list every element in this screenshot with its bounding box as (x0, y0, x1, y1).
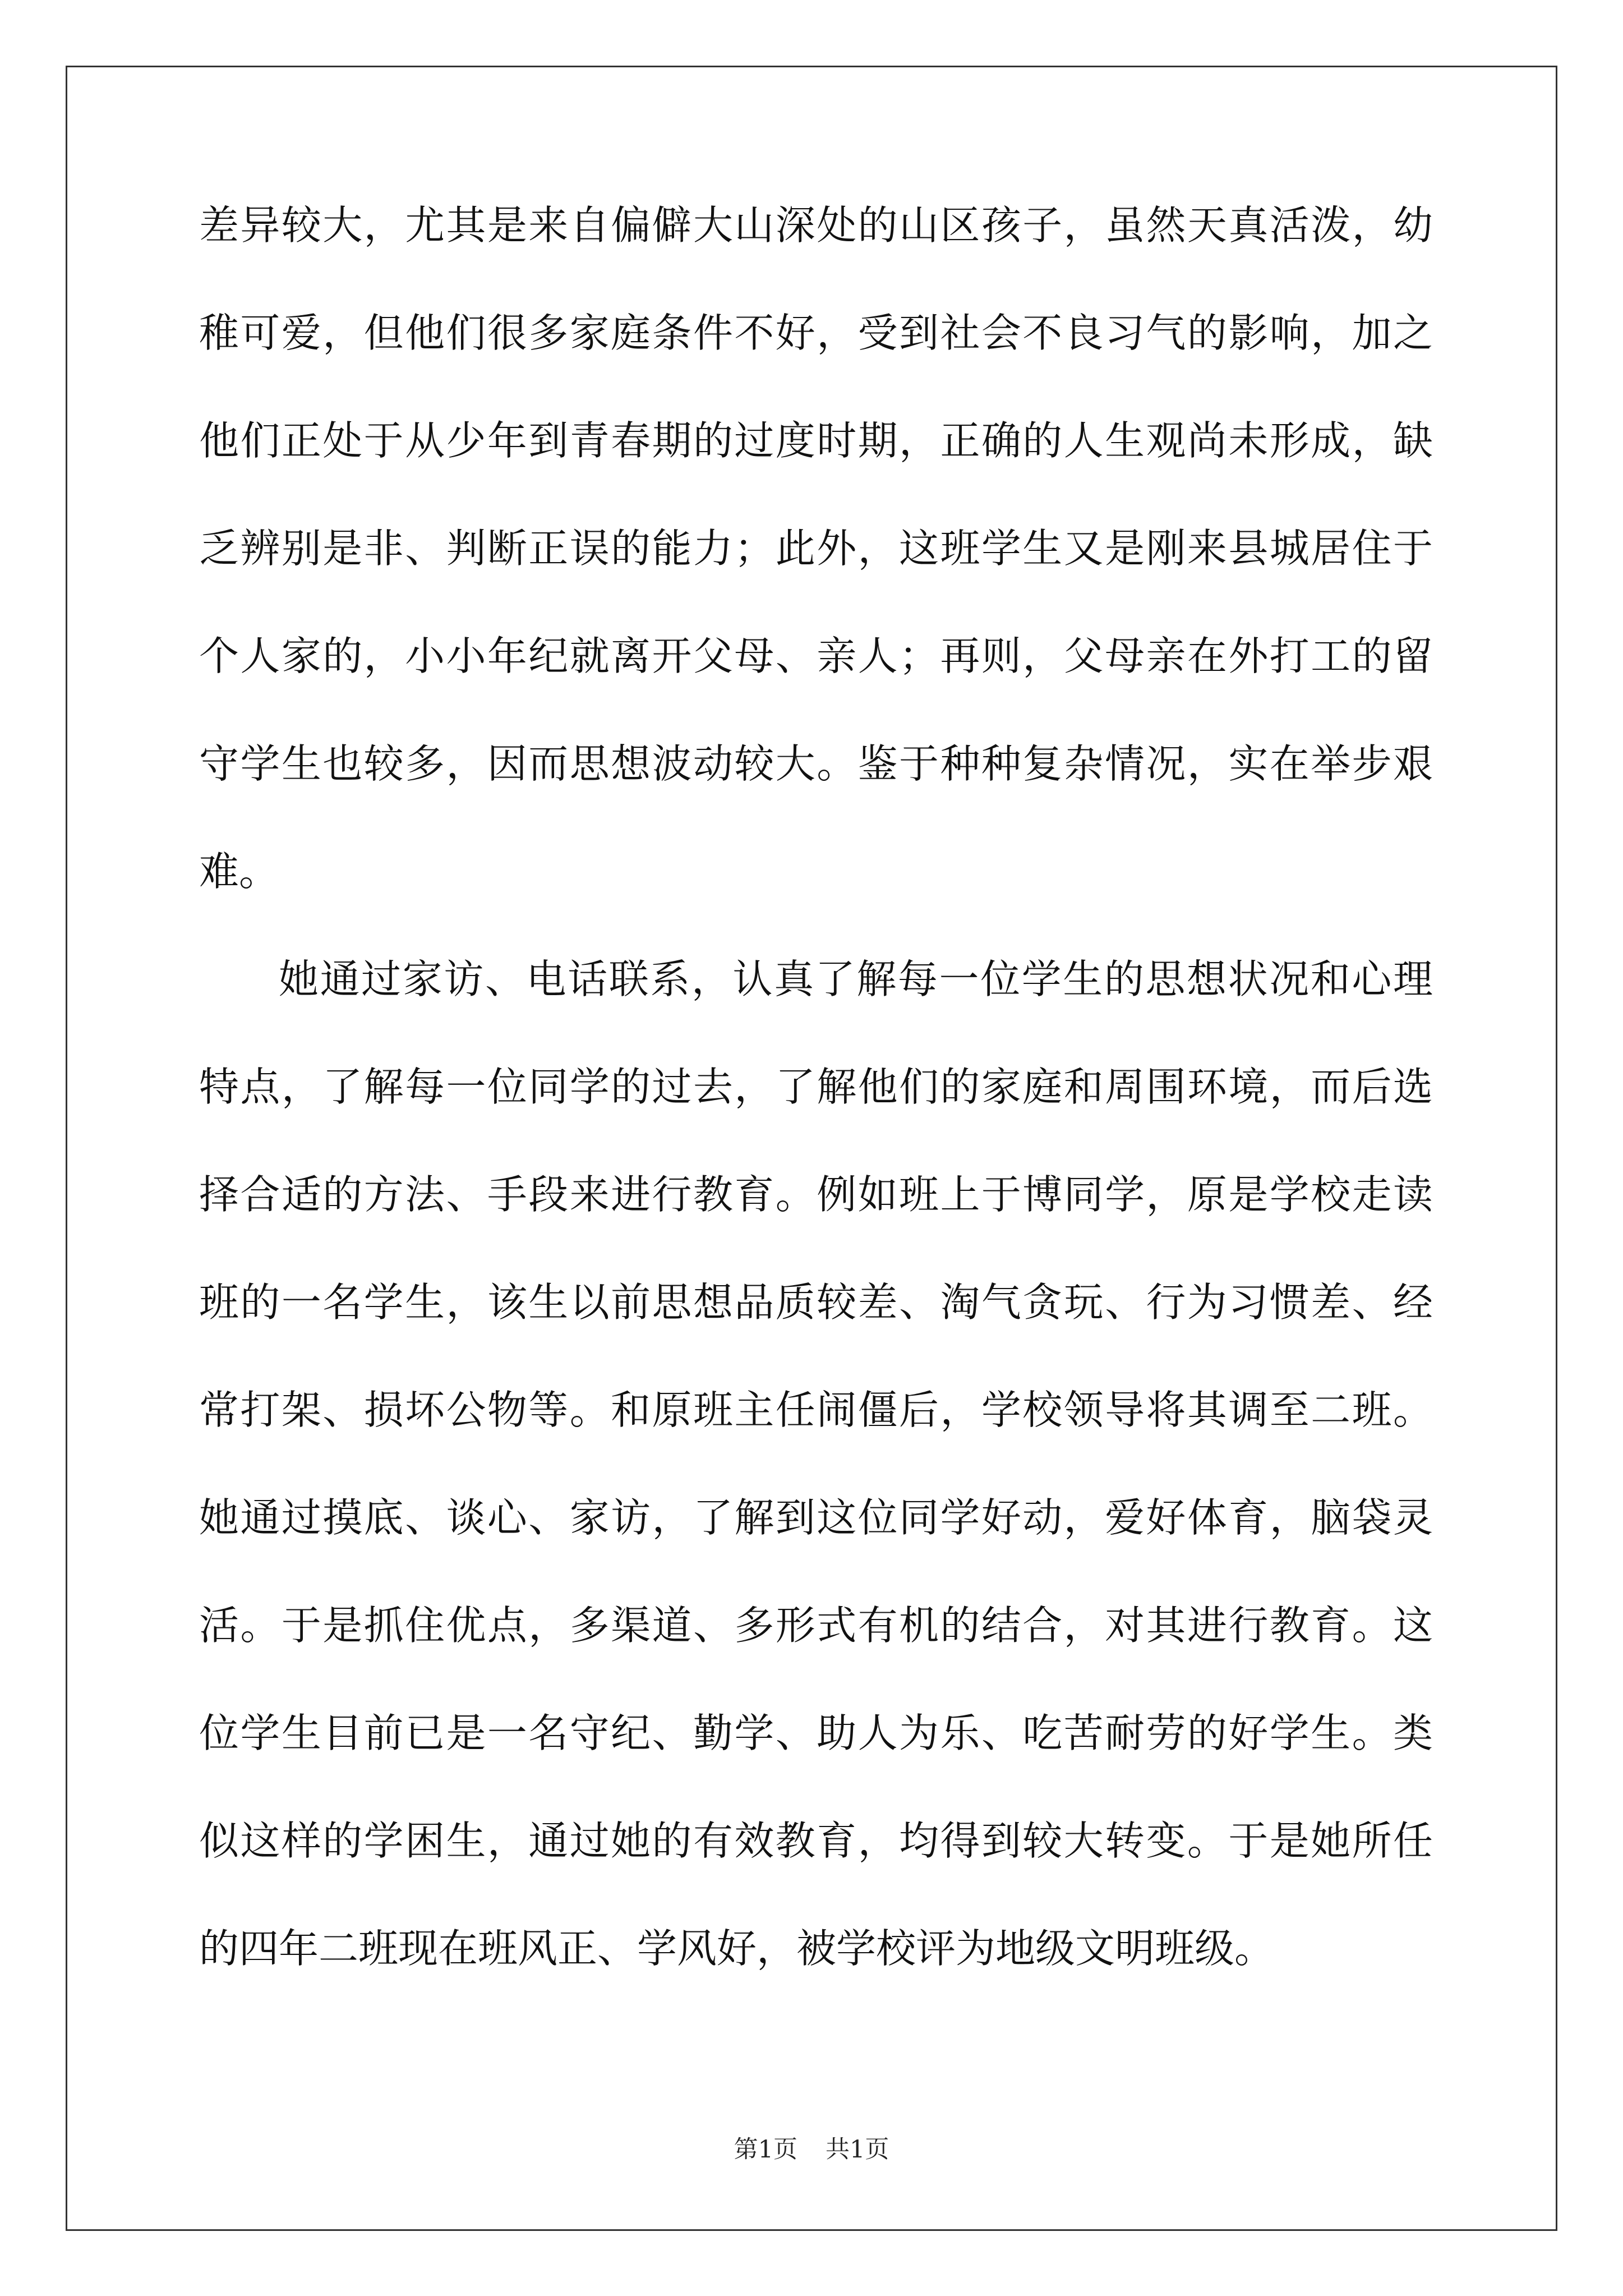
text-line: 难。 (199, 848, 279, 895)
text-line: 个人家的，小小年纪就离开父母、亲人；再则，父母亲在外打工的留 (199, 633, 1433, 679)
text-line: 位学生目前已是一名守纪、勤学、助人为乐、吃苦耐劳的好学生。类 (199, 1710, 1433, 1756)
text-line: 乏辨别是非、判断正误的能力；此外，这班学生又是刚来县城居住于 (199, 525, 1433, 572)
text-line: 她通过摸底、谈心、家访，了解到这位同学好动，爱好体育，脑袋灵 (199, 1494, 1433, 1541)
text-line: 班的一名学生，该生以前思想品质较差、淘气贪玩、行为习惯差、经 (199, 1279, 1433, 1326)
text-line: 守学生也较多，因而思想波动较大。鉴于种种复杂情况，实在举步艰 (199, 740, 1433, 787)
text-line: 择合适的方法、手段来进行教育。例如班上于博同学，原是学校走读 (199, 1171, 1433, 1218)
text-line: 的四年二班现在班风正、学风好，被学校评为地级文明班级。 (199, 1925, 1275, 1972)
text-line: 差异较大，尤其是来自偏僻大山深处的山区孩子，虽然天真活泼，幼 (199, 202, 1433, 249)
page-number-total: 共1页 (826, 2136, 889, 2164)
text-line: 他们正处于从少年到青春期的过度时期，正确的人生观尚未形成，缺 (199, 417, 1433, 464)
page-border (66, 66, 1557, 2231)
text-line: 特点，了解每一位同学的过去，了解他们的家庭和周围环境，而后选 (199, 1064, 1433, 1110)
page-footer (0, 2131, 1623, 2165)
text-line: 稚可爱，但他们很多家庭条件不好，受到社会不良习气的影响，加之 (199, 310, 1433, 356)
text-line: 常打架、损坏公物等。和原班主任闹僵后，学校领导将其调至二班。 (199, 1387, 1433, 1433)
paragraph-first-line: 她通过家访、电话联系，认真了解每一位学生的思想状况和心理 (279, 956, 1433, 1002)
text-line: 似这样的学困生，通过她的有效教育，均得到较大转变。于是她所任 (199, 1818, 1433, 1864)
page-number-current: 第1页 (734, 2136, 797, 2164)
text-line: 活。于是抓住优点，多渠道、多形式有机的结合，对其进行教育。这 (199, 1602, 1433, 1649)
